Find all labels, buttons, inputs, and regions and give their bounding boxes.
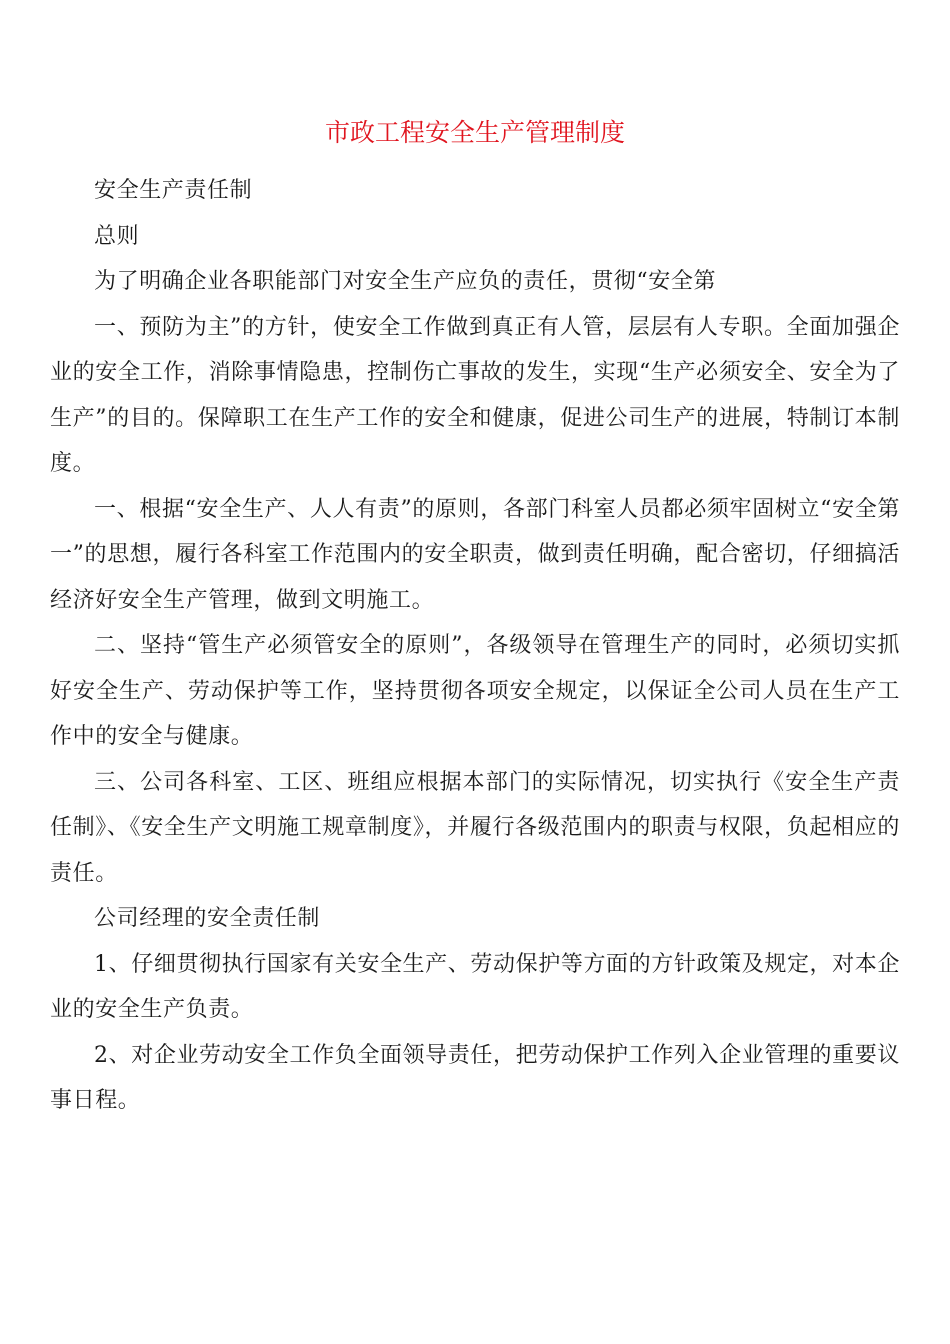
paragraph-item-1: 一、根据“安全生产、人人有责”的原则，各部门科室人员都必须牢固树立“安全第一”的思想，履行各科室工作范围内的安全职责，做到责任明确，配合密切，仔细搞活经济好安全生产管理，做到文明施工。	[50, 496, 900, 613]
document-title: 市政工程安全生产管理制度	[324, 118, 625, 147]
manager-heading: 公司经理的安全责任制	[94, 906, 321, 931]
section-heading: 安全生产责任制	[94, 178, 253, 203]
paragraph-principle: 一、预防为主”的方针，使安全工作做到真正有人管，层层有人专职。全面加强企业的安全工作，消除事情隐患，控制伤亡事故的发生，实现“生产必须安全、安全为了生产”的目的。保障职工在生产工作的安全和健康，促进公司生产的进展，特制订本制度。	[50, 314, 900, 476]
paragraph-intro: 为了明确企业各职能部门对安全生产应负的责任，贯彻“安全第	[94, 269, 717, 294]
general-heading: 总则	[94, 223, 140, 249]
paragraph-item-3: 三、公司各科室、工区、班组应根据本部门的实际情况，切实执行《安全生产责任制》、《安全生产文明施工规章制度》，并履行各级范围内的职责与权限，负起相应的责任。	[50, 769, 900, 886]
manager-item-1: 1、仔细贯彻执行国家有关安全生产、劳动保护等方面的方针政策及规定，对本企业的安全生产负责。	[50, 951, 900, 1022]
document-body	[50, 112, 900, 1124]
manager-item-2: 2、对企业劳动安全工作负全面领导责任，把劳动保护工作列入企业管理的重要议事日程。	[50, 1042, 900, 1113]
paragraph-item-2: 二、坚持“管生产必须管安全的原则”，各级领导在管理生产的同时，必须切实抓好安全生产、劳动保护等工作，坚持贯彻各项安全规定，以保证全公司人员在生产工作中的安全与健康。	[50, 633, 900, 749]
